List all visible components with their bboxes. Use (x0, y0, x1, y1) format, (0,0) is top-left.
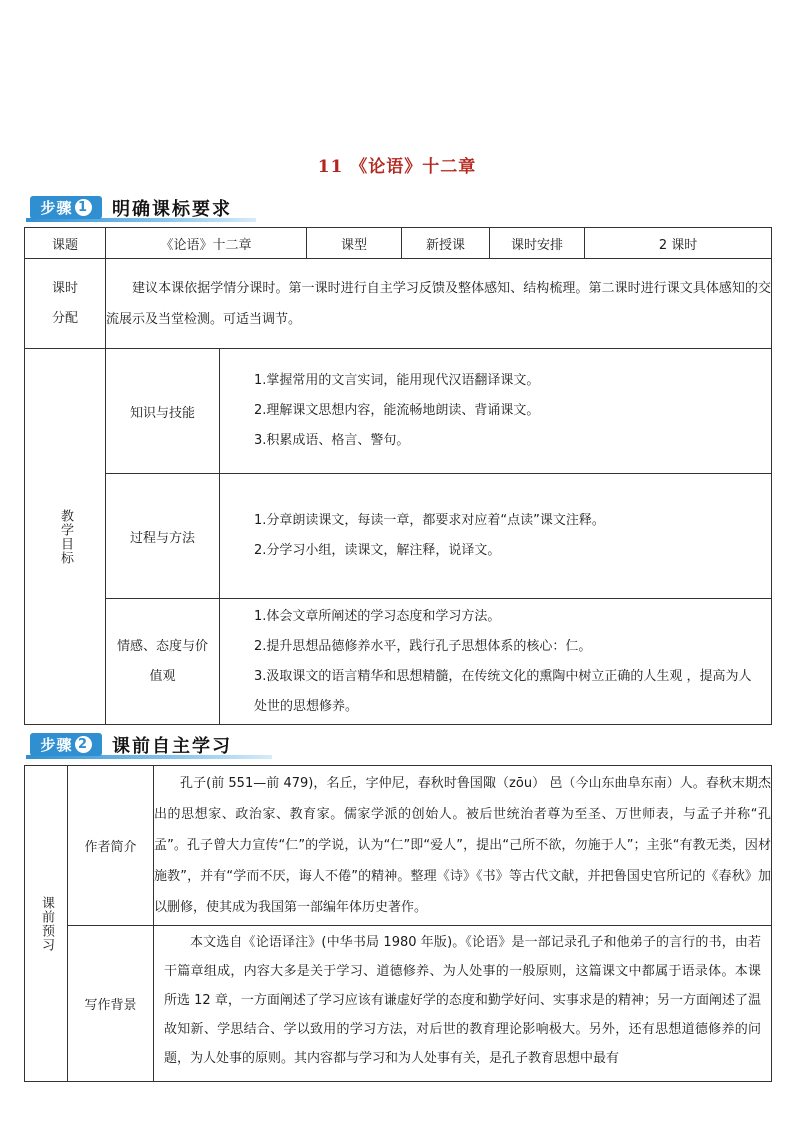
knowledge-row (25, 349, 772, 474)
step2-table (24, 765, 772, 1082)
emotion-content (220, 599, 772, 725)
step1-table (24, 227, 772, 725)
schedule-label: 课时安排 (490, 228, 585, 259)
process-row (25, 474, 772, 599)
author-label: 作者简介 (68, 766, 154, 926)
emotion-label-line1: 情感、态度与价 (116, 638, 208, 654)
knowledge-label: 知识与技能 (106, 349, 220, 474)
preview-label: 课前预习 (39, 895, 54, 952)
topic-value: 《论语》十二章 (106, 228, 307, 259)
step1-number-icon: 1 (75, 199, 92, 216)
knowledge-content (220, 349, 772, 474)
allocation-label-line2: 分配 (51, 310, 78, 326)
page-title: 11 《论语》十二章 (317, 157, 477, 177)
goals-label: 教学目标 (58, 508, 73, 565)
process-content (220, 474, 772, 599)
step2-number-icon: 2 (75, 736, 92, 753)
step1-title: 明确课标要求 (112, 199, 232, 220)
header-row (25, 228, 772, 259)
process-label: 过程与方法 (106, 474, 220, 599)
emotion-label-line2: 值观 (149, 668, 176, 684)
emotion-item: 2.提升思想品德修养水平，践行孔子思想体系的核心：仁。 (254, 638, 592, 654)
step2-title: 课前自主学习 (112, 736, 232, 757)
allocation-row (25, 259, 772, 349)
author-row (25, 766, 772, 926)
allocation-label-line1: 课时 (51, 280, 78, 296)
step1-badge (30, 196, 102, 219)
allocation-label (25, 259, 106, 349)
knowledge-item: 3.积累成语、格言、警句。 (254, 433, 410, 448)
emotion-item: 1.体会文章所阐述的学习态度和学习方法。 (254, 608, 501, 624)
step2-banner (26, 731, 272, 759)
step2-badge-label: 步骤 (40, 736, 73, 754)
type-value: 新授课 (402, 228, 490, 259)
preview-label-cell (25, 766, 68, 1082)
background-row (25, 926, 772, 1082)
background-label: 写作背景 (68, 926, 154, 1082)
step1-badge-label: 步骤 (40, 199, 73, 217)
goals-label-cell (25, 349, 106, 725)
background-content (154, 926, 772, 1082)
emotion-row (25, 599, 772, 725)
emotion-item: 3.汲取课文的语言精华和思想精髓，在传统文化的熏陶中树立正确的人生观 ，提高为人处世的思想修养。 (254, 668, 752, 714)
process-item: 1.分章朗读课文，每读一章，都要求对应着“点读”课文注释。 (254, 513, 605, 528)
step1-banner (26, 194, 256, 222)
allocation-text: 建议本课依据学情分课时。第一课时进行自主学习反馈及整体感知、结构梳理。第二课时进行课文具体感知的交流展示及当堂检测。可适当调节。 (106, 259, 772, 349)
emotion-label (106, 599, 220, 725)
process-item: 2.分学习小组，读课文，解注释，说译文。 (254, 543, 501, 558)
author-text: 孔子(前 551—前 479)，名丘，字仲尼，春秋时鲁国陬（zōu） 邑（今山东曲阜东南）人。春秋末期杰出的思想家、政治家、教育家。儒家学派的创始人。被后世统治者尊为至圣、万世师表，与孟子并称“孔孟”。孔子曾大力宣传“仁”的学说，认为“仁”即“爱人”，提出“己所不欲，勿施于人”；主张“有教无类，因材施教”，并有“学而不厌，诲人不倦”的精神。整理《诗》《书》等古代文献，并把鲁国史官所记的《春秋》加以删修，使其成为我国第一部编年体历史著作。 (154, 766, 772, 926)
schedule-value: 2 课时 (585, 228, 772, 259)
step2-badge (30, 733, 102, 756)
type-label: 课型 (307, 228, 402, 259)
knowledge-item: 2.理解课文思想内容，能流畅地朗读、背诵课文。 (254, 403, 540, 418)
background-text: 本文选自《论语译注》(中华书局 1980 年版)。《论语》是一部记录孔子和他弟子的言行的书，由若干篇章组成，内容大多是关于学习、道德修养、为人处事的一般原则，这篇课文中都属于语录体。本课所选 12 章，一方面阐述了学习应该有谦虚好学的态度和勤学好问、实事求是的精神；另一方面阐述了温故知新、学思结合、学以致用的学习方法，对后世的教育理论影响极大。另外，还有思想道德修养的问题，为人处事的原则。其内容都与学习和为人处事有关，是孔子教育思想中最有 (164, 935, 761, 1066)
topic-label: 课题 (25, 228, 106, 259)
knowledge-item: 1.掌握常用的文言实词，能用现代汉语翻译课文。 (254, 373, 540, 388)
